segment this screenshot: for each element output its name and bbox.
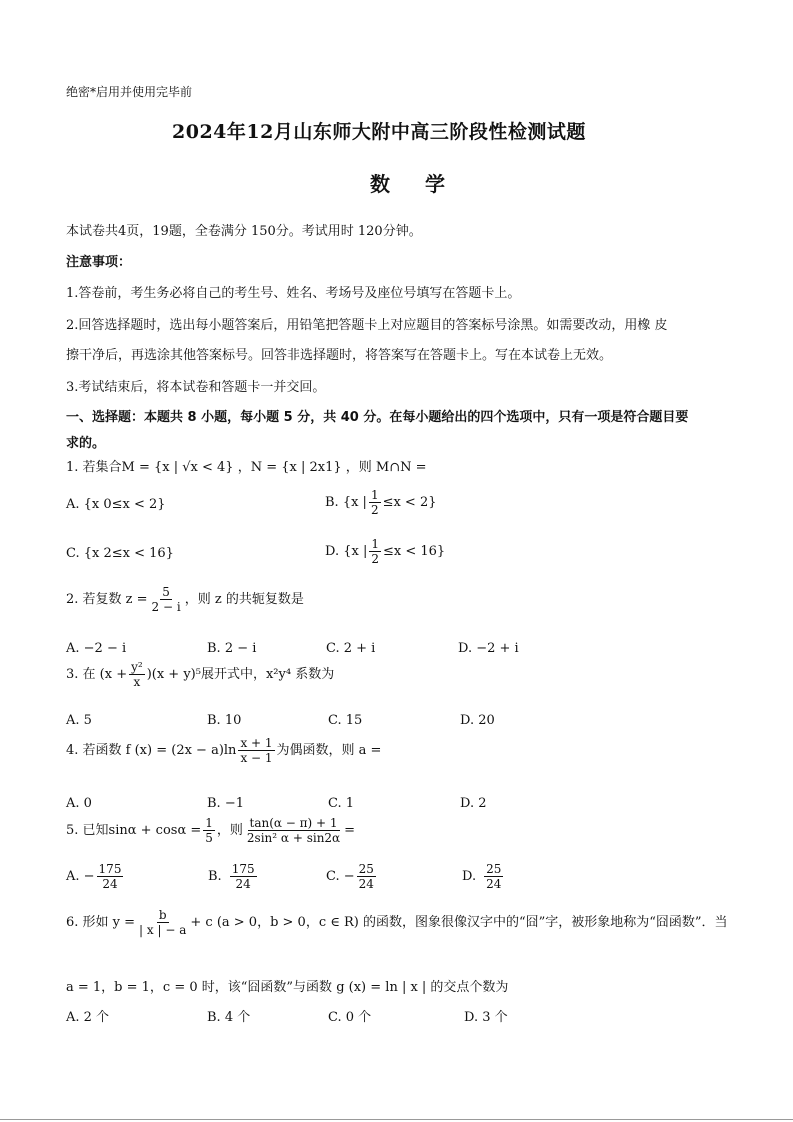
- option-fraction: [97, 862, 124, 891]
- question-1-option-b: [325, 488, 437, 517]
- question-1-option-c: C. {x 2≤x < 16}: [66, 546, 174, 561]
- option-d-fraction: [369, 537, 381, 566]
- fraction-numerator: tan(α − π) + 1: [249, 816, 338, 830]
- stem-prefix: 5. 已知sinα + cosα =: [66, 823, 202, 838]
- question-5-option-d: [462, 862, 505, 891]
- page-bottom-divider: [0, 1119, 793, 1120]
- question-2-option-a: A. −2 − i: [66, 641, 127, 656]
- question-6-option-a: A. 2 个: [66, 1010, 110, 1025]
- question-5-option-b: [208, 862, 259, 891]
- fraction-denominator: | x | − a: [139, 923, 187, 937]
- stem-prefix: 6. 形如 y =: [66, 915, 136, 930]
- stem-middle: ，则: [216, 823, 243, 838]
- question-4-option-a: A. 0: [66, 796, 92, 811]
- question-1-stem: 1. 若集合M = {x | √x < 4} ，N = {x | 2x1} ，则 M∩N =: [66, 460, 427, 475]
- fraction-denominator: 24: [235, 877, 251, 891]
- option-b-prefix: B. {x |: [325, 495, 367, 510]
- option-label: B.: [208, 869, 222, 884]
- question-4-option-b: B. −1: [207, 796, 244, 811]
- fraction-numerator: 25: [358, 862, 374, 876]
- option-label: C. −: [326, 869, 355, 884]
- fraction-denominator: 24: [358, 877, 374, 891]
- fraction-numerator: 1: [370, 488, 379, 502]
- option-d-prefix: D. {x |: [325, 544, 368, 559]
- fraction-denominator: 2sin² α + sin2α: [246, 831, 341, 845]
- note-2-line-1: 2.回答选择题时，选出每小题答案后，用铅笔把答题卡上对应题目的答案标号涂黑。如需要改动，用橡 皮: [66, 318, 668, 333]
- question-6-option-d: D. 3 个: [464, 1010, 508, 1025]
- fraction-denominator: 2 − i: [151, 600, 181, 614]
- fraction-denominator: 24: [102, 877, 118, 891]
- note-3: 3.考试结束后，将本试卷和答题卡一并交回。: [66, 380, 326, 395]
- fraction-numerator: b: [158, 908, 167, 922]
- question-2-stem: [66, 585, 304, 614]
- stem-suffix: 为偶函数，则 a =: [276, 743, 382, 758]
- option-b-fraction: [369, 488, 381, 517]
- fraction-numerator: x + 1: [240, 736, 273, 750]
- stem-suffix: =: [344, 823, 356, 838]
- question-1-option-a: A. {x 0≤x < 2}: [66, 497, 166, 512]
- stem-fraction: [238, 736, 274, 765]
- question-1-option-d: [325, 537, 445, 566]
- exam-info: 本试卷共4页，19题，全卷满分 150分。考试用时 120分钟。: [66, 224, 422, 239]
- confidential-note: 绝密*启用并使用完毕前: [66, 85, 193, 99]
- notes-title: 注意事项：: [66, 255, 132, 270]
- option-d-suffix: ≤x < 16}: [382, 544, 446, 559]
- stem-fraction: [150, 585, 183, 614]
- fraction-numerator: 1: [205, 816, 213, 830]
- question-6-option-b: B. 4 个: [207, 1010, 251, 1025]
- question-4-stem: [66, 736, 381, 765]
- stem-fraction-2: [245, 816, 342, 845]
- question-5-option-a: [66, 862, 125, 891]
- question-3-option-d: D. 20: [460, 713, 495, 728]
- exam-title: 2024年12月山东师大附中高三阶段性检测试题: [172, 121, 586, 143]
- question-6-option-c: C. 0 个: [328, 1010, 372, 1025]
- stem-prefix: 2. 若复数 z =: [66, 592, 148, 607]
- stem-prefix: 4. 若函数 f (x) = (2x − a)ln: [66, 743, 237, 758]
- stem-fraction: [137, 908, 188, 937]
- fraction-denominator: 24: [486, 877, 502, 891]
- question-4-option-d: D. 2: [460, 796, 487, 811]
- question-3-option-a: A. 5: [66, 713, 92, 728]
- fraction-numerator: 5: [162, 585, 170, 599]
- section-heading-line-2: 求的。: [66, 436, 106, 451]
- option-fraction: [357, 862, 376, 891]
- question-2-option-d: D. −2 + i: [458, 641, 519, 656]
- stem-prefix: 3. 在 (x +: [66, 667, 128, 682]
- stem-suffix: ，则 z 的共轭复数是: [184, 592, 304, 607]
- fraction-numerator: 25: [486, 862, 502, 876]
- option-b-suffix: ≤x < 2}: [382, 495, 437, 510]
- question-5-stem: [66, 816, 355, 845]
- fraction-denominator: 2: [371, 552, 379, 566]
- question-5-option-c: [326, 862, 378, 891]
- fraction-numerator: 175: [231, 862, 255, 876]
- note-2-line-2: 擦干净后，再选涂其他答案标号。回答非选择题时，将答案写在答题卡上。写在本试卷上无效。: [66, 348, 613, 363]
- stem-suffix: + c (a > 0，b > 0，c ∈ R) 的函数，图象很像汉字中的“囧”字，被形象地称为“囧函数”．当: [190, 915, 728, 930]
- fraction-numerator: 1: [371, 537, 379, 551]
- question-3-stem: [66, 660, 334, 689]
- fraction-denominator: 2: [370, 503, 379, 517]
- option-label: D.: [462, 869, 477, 884]
- fraction-denominator: x − 1: [240, 751, 273, 765]
- note-1: 1.答卷前，考生务必将自己的考生号、姓名、考场号及座位号填写在答题卡上。: [66, 286, 521, 301]
- stem-suffix: )(x + y)⁵展开式中，x²y⁴ 系数为: [146, 667, 335, 682]
- question-2-option-c: C. 2 + i: [326, 641, 376, 656]
- option-label: A. −: [66, 869, 95, 884]
- option-fraction: [484, 862, 503, 891]
- fraction-denominator: 5: [205, 831, 213, 845]
- question-6-line-2: a = 1，b = 1，c = 0 时，该“囧函数”与函数 g (x) = ln | x | 的交点个数为: [66, 980, 509, 995]
- fraction-denominator: x: [133, 675, 141, 689]
- option-fraction: [230, 862, 257, 891]
- section-heading-line-1: 一、选择题：本题共 8 小题，每小题 5 分，共 40 分。在每小题给出的四个选项中，只有一项是符合题目要: [66, 410, 689, 425]
- question-2-option-b: B. 2 − i: [207, 641, 257, 656]
- stem-fraction: [129, 660, 145, 689]
- subject-title: 数 学: [370, 172, 459, 196]
- fraction-numerator: 175: [98, 862, 122, 876]
- fraction-numerator: y²: [131, 660, 143, 674]
- question-4-option-c: C. 1: [328, 796, 355, 811]
- question-6-stem: [66, 908, 728, 937]
- question-3-option-b: B. 10: [207, 713, 242, 728]
- stem-fraction-1: [203, 816, 215, 845]
- question-3-option-c: C. 15: [328, 713, 363, 728]
